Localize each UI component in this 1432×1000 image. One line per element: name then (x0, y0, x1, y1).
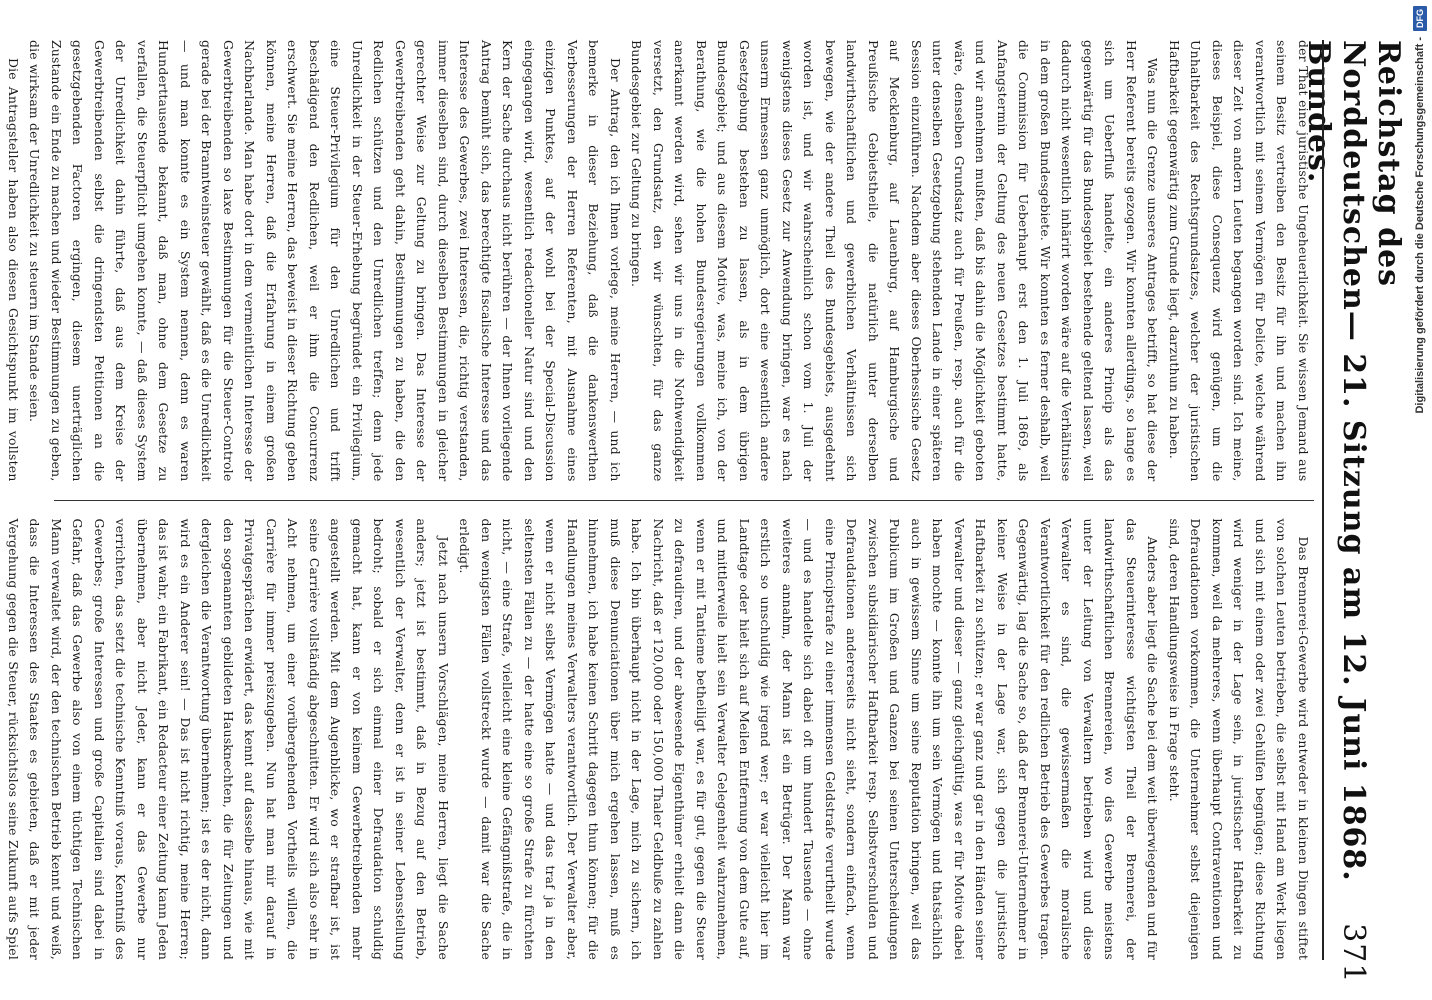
paragraph: Jetzt nach unsern Vorschlägen, meine Herren, liegt die Sache anders; jetzt ist bestimmt, daß in Bezug auf den Betrieb, wesentlich der Verwalter, denn er ist in seiner Lebensstellung bedroht; sobald er sich einmal einer Defraudation schuldig gemacht hat, kann er von keinem Gewerbetreibenden mehr angestellt werden. Mit dem Augenblicke, wo er strafbar ist, ist seine Carrière vollständig abgeschnitten. Er wird sich also sehr in Acht nehmen, um einer vorübergehenden Vortheils willen, die Carrière für immer preiszugeben. Nun hat man mir darauf in Privatgesprächen erwidert, das kennt auf dasselbe hinaus, wie mit den sogenannten gebildeten Hausknechten, die für Zeitungen und dergleichen die Verantwortung übernehmen; ist es der nicht, dann wird es ein Anderer sein! — Das ist nicht richtig, meine Herren; das ist wahr, ein Fabrikant, ein Redacteur einer Zeitung kann Jeden übernehmen, aber nicht Jeder, kann er das Gewerbe nur verrichten, das setzt die technische Kenntniß voraus, Kenntniß des Gewerbes; große Interessen und große Capitalien sind dabei in Gefahr, daß das Gewerbe also von einem tüchtigen Technischen Mann verwaltet wird, der den technischen Betrieb kennt und weiß, dass die Interessen des Staates es gebieten, daß er mit jeder Vergehung gegen die Steuer, rücksichtslos seine Zukunft aufs Spiel (6, 518, 451, 960)
rotated-page-content (6, 20, 1407, 984)
paragraph: Der Antrag, den ich Ihnen vorlege, meine Herren, — und ich bemerke in dieser Beziehung, daß die dankenswerthen Verbesserungen der Herren Referenten, mit Ausnahme eines einzigen Punktes, auf der wohl bei der Special-Discussion eingegangen wird, wesentlich redactioneller Natur sind und den Kern der Sache durchaus nicht berühren — der Ihnen vorliegende Antrag bemüht sich, das berechtigte fiscalische Interesse und das Interesse des Gewerbes, zwei Interessen, die, richtig verstanden, immer dieselben sind, durch dieselben Bestimmungen in gleicher gerechter Weise zur Geltung zu bringen. Das Interesse der Gewerbtreibenden geht dahin, Bestimmungen zu haben, die den Redlichen schützen und den Unredlichen treffen; denn jede Unredlichkeit in der Steuer-Erhebung begründet ein Privilegium, eine Steuer-Privilegium für den Unredlichen und trifft beschädigend den Redlichen, weil er ihm die Concurrenz erschwert. Sie meine Herren, das beweist in dieser Richtung geben können, meine Herren, daß die Erfahrung in einem großen Nachbarlande. Man habe dort in dem vermeintlichen Interesse der Gewerbtreibenden so laxe Bestimmungen für die Steuer-Controle gerade bei der Branntweinsteuer gewählt, daß es die Unredlichkeit — und man konnte es ein System nennen, denn es waren Hunderttausende bekannt, daß man, ohne dem Gesetze zu verfallen, die Steuerpflicht umgehen konnte, — daß dieses System der Unredlichkeit dahin führte, daß aus dem Kreise der Gewerbtreibenden selbst die dringendsten Petitionen an die gesetzgebenden Factoren ergingen, diesem unerträglichen Zustande ein Ende zu machen und wieder Bestimmungen zu geben, die wirksam der Unredlichkeit zu steuern im Stande seien. (27, 40, 623, 482)
dfg-credit-text: Digitalisierung gefördert durch die Deutsche Forschungsgemeinschaft - (1414, 37, 1426, 414)
right-column (6, 518, 1314, 961)
dfg-credit (1410, 0, 1430, 1000)
paragraph: Anders aber liegt die Sache bei dem weit überwiegenden und für das Steuerinteresse wichtigsten Theil der Brennerei, der landwirthschaftlichen Brennereien, wo dies Gewerbe meistens unter der Leitung von Verwaltern betrieben wird und diese Verwalter es sind, die gewissermaßen die moralische Verantwortlichkeit für den redlichen Betrieb des Gewerbes tragen. Gegenwärtig, lag die Sache so, daß der Brennerei-Unternehmer in keiner Weise in der Lage war, sich gegen die juristische Haftbarkeit zu schützen; er war ganz und gar in den Händen seiner Verwalter und dieser — ganz gleichgültig, was er für Motive dabei haben mochte — konnte ihn um sein Vermögen und thatsächlich auch in gewissem Sinne um seine Reputation bringen, weil das Publicum im Großen und Ganzen bei seinen Unterscheidungen zwischen subsidiarischer Haftbarkeit resp. Selbstverschulden und Defraudationen andererseits nicht sieht, sondern einfach, wenn eine Principstrafe zu einer immensen Geldstrafe verurtheilt wurde — und es handelte sich dabei oft um hundert Tausende — ohne weiteres annahm, der Mann ist ein Betrüger. Der Mann war erstlich so unschuldig wie irgend wer; er war vielleicht hier im Landtage oder hielt sich auf Meilen Entfernung von dem Gute auf, und mittlerweile hielt sein Verwalter Gelegenheit wahrzunehmen, wenn er mit Tantieme betheiligt war, es für gut, gegen die Steuer zu defraudiren, und der abwesende Eigenthümer erhielt dann die Nachricht, daß er 120,000 oder 150,000 Thaler Geldbuße zu zahlen habe. Ich bin überhaupt nicht in der Lage, mich zu sichern, ich muß diese Denunciationen über mich ergehen lassen, muß es hinnehmen, ich habe keinen Schritt dagegen thun können; für die Handlungen meines Verwalters verantwortlich. Der Verwalter aber, wenn er nicht selbst Vermögen hatte — und das traf ja in den seltensten Fällen zu — der hatte eine so große Strafe zu fürchten nicht, — eine Strafe, vielleicht eine kleine Gefängnißstrafe, die in den wenigsten Fällen vollstreckt wurde — damit war die Sache erledigt. (457, 518, 1161, 960)
text-columns (6, 40, 1314, 960)
session-date: — 21. Sitzung am 12. Juni 1868. (1336, 310, 1372, 882)
dfg-logo-icon: DFG (1413, 6, 1427, 31)
running-head-left: Reichstag des Norddeutschen Bundes. (1301, 40, 1407, 311)
paragraph: Was nun die Grenze unseres Antrages betrifft, so hat diese der Herr Referent bereits gezogen. Wir konnten allerdings, so lange es sich um Ueberfluß handelte, ein anderes Princip als das gegenwärtig für das Bundesgebiet bestehende geltend lassen, weil dadurch nicht wesentlich inhärirt worden wäre auf die Verhältnisse in dem großen Bundesgebiete. Wir konnten es ferner deshalb, weil die Commission für Ueberhaupt erst den 1. Juli 1869, als Anfangstermin der Geltung des neuen Gesetzes bestimmt hatte, und wir annehmen mußten, daß bis dahin die Möglichkeit geboten wäre, denselben Grundsatz auch für Preußen, resp. auch für die unter denselben Gesetzgebung stehenden Lande in einer späteren Session einzuführen. Nachdem aber dieses Oberhessische Gesetz auf Mecklenburg, auf Lauenburg, auf Hamburgische und Preußische Gebietstheile, die natürlich unter derselben landwirthschaftlichen und gewerblichen Verhältnissen sich bewegen, wie der andere Theil des Bundesgebiets, ausgedehnt worden ist, und wir wahrscheinlich schon vom 1. Juli der wenigstens dieses Gesetz zur Anwendung bringen, war es nach unserm Ermessen ganz unmöglich, dort eine wesentlich andere Gesetzgebung bestehen zu lassen, als in dem übrigen Bundesgebiet; und aus diesem Motive, was, meine ich, von der Berathung, wie die hohen Bundesregierungen vollkommen anerkannt werden wird, sehen wir uns in die Nothwendigkeit versetzt, den Grundsatz, den wir wünschten, für das ganze Bundesgebiet zur Geltung zu bringen. (629, 40, 1161, 482)
paragraph: Das Brennerei-Gewerbe wird entweder in kleinen Dingen stiftet von solchen Leuten betrieben, die selbst mit Hand am Werk liegen und sich mit einem oder zwei Gehülfen begnügen; diese Richtung wird weniger in der Lage sein, in juristischer Haftbarkeit zu kommen, weil da mehreres, wenn überhaupt Contraventionen und Defraudationen vorkommen, die Unternehmer selbst diejenigen sind, deren Handlungsweise in Frage steht. (1167, 518, 1311, 960)
left-column (6, 40, 1314, 482)
paragraph: der That eine juristische Ungeheuerlichkeit. Sie wissen Jemand aus seinem Besitz vertreiben den Besitz für ihn und machen ihn verantwortlich mit seinem Vermögen für Delicte, welche während dieser Zeit von andern Leuten begangen worden sind. Ich meine, dieses Beispiel, diese Consequenz wird genügen, um die Unhaltbarkeit des Rechtsgrundsatzes, welcher der juristischen Haftbarkeit gegenwärtig zum Grunde liegt, darzuthun zu haben. (1167, 40, 1311, 482)
header-rule (1322, 40, 1324, 960)
running-head (1301, 40, 1407, 984)
dfg-credit-inner (1410, 0, 1430, 1000)
running-head-right (1337, 311, 1372, 984)
page-number: 371 (1336, 923, 1372, 984)
paragraph: Die Antragsteller haben also diesen Gesichtspunkt im vollsten (6, 58, 21, 482)
column-divider (54, 500, 1314, 501)
